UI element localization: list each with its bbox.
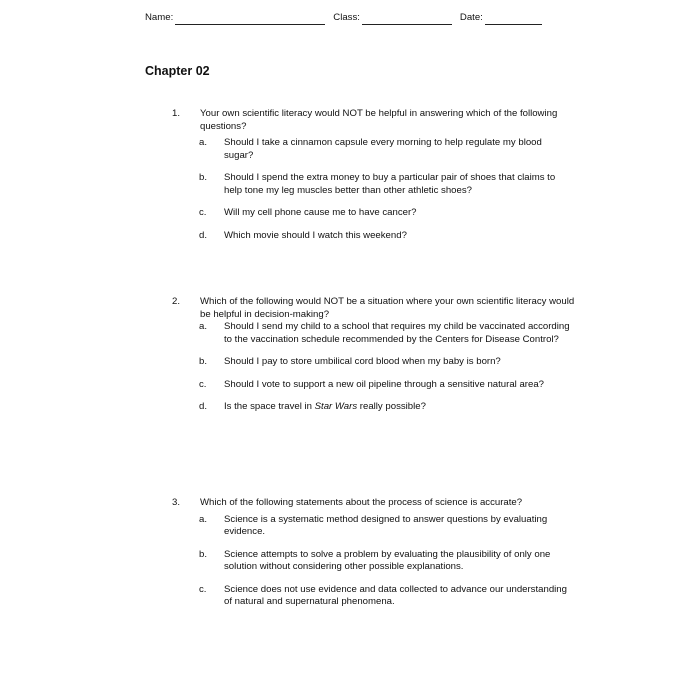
answer-option[interactable] — [172, 230, 577, 243]
option-letter: a. — [199, 513, 208, 525]
chapter-title: Chapter 02 — [145, 64, 210, 78]
date-field[interactable] — [460, 12, 542, 25]
option-letter: d. — [199, 401, 208, 412]
option-text-after: really possible? — [357, 401, 426, 412]
option-text — [224, 401, 577, 414]
answer-option[interactable] — [172, 207, 577, 220]
option-text: Should I pay to store umbilical cord blood when my baby is born? — [224, 356, 501, 367]
question-number: 1. — [172, 108, 181, 119]
option-text: Which movie should I watch this weekend? — [224, 229, 407, 241]
option-text: Science does not use evidence and data collected to advance our understanding of natural and supernatural phenomena. — [224, 583, 567, 607]
option-text: Science attempts to solve a problem by evaluating the plausibility of only one solution without considering other possible explanations. — [224, 548, 551, 572]
question-2 — [172, 296, 577, 414]
option-letter: c. — [199, 207, 207, 218]
question-3 — [172, 497, 577, 609]
question-number: 3. — [172, 497, 181, 508]
option-text: Should I take a cinnamon capsule every morning to help regulate my blood sugar? — [224, 137, 542, 161]
date-label: Date: — [459, 12, 483, 23]
date-blank-line[interactable] — [485, 15, 542, 25]
class-field[interactable] — [333, 12, 452, 25]
answer-option[interactable] — [172, 172, 577, 197]
answer-option[interactable] — [172, 137, 577, 162]
option-text-before: Is the space travel in — [224, 401, 315, 412]
option-text: Science is a systematic method designed to answer questions by evaluating evidence. — [224, 513, 548, 537]
question-text: Your own scientific literacy would NOT be helpful in answering which of the following questions? — [200, 108, 558, 132]
answer-option[interactable] — [172, 379, 577, 392]
name-field[interactable] — [145, 12, 325, 25]
answer-option[interactable] — [172, 321, 577, 346]
option-letter: b. — [199, 356, 208, 367]
option-text: Will my cell phone cause me to have cancer? — [224, 207, 417, 218]
question-number: 2. — [172, 296, 181, 307]
class-blank-line[interactable] — [362, 15, 452, 25]
student-info-header — [145, 12, 542, 25]
answer-option[interactable] — [172, 549, 577, 574]
answer-option[interactable] — [172, 401, 577, 414]
question-text: Which of the following statements about the process of science is accurate? — [200, 497, 523, 508]
name-label: Name: — [145, 12, 174, 23]
option-letter: c. — [199, 583, 207, 595]
question-text: Which of the following would NOT be a situation where your own scientific literacy would be helpful in decision-making? — [200, 296, 575, 320]
name-blank-line[interactable] — [175, 15, 325, 25]
class-label: Class: — [333, 12, 360, 23]
option-letter: c. — [199, 378, 207, 390]
option-letter: a. — [199, 137, 208, 148]
answer-option[interactable] — [172, 514, 577, 539]
option-letter: d. — [199, 229, 208, 241]
answer-option[interactable] — [172, 356, 577, 369]
option-text: Should I vote to support a new oil pipeline through a sensitive natural area? — [224, 378, 544, 390]
option-letter: b. — [199, 548, 208, 560]
option-text: Should I spend the extra money to buy a particular pair of shoes that claims to help tone my leg muscles better than other athletic shoes? — [224, 172, 556, 196]
question-1 — [172, 108, 577, 242]
option-letter: a. — [199, 321, 208, 332]
option-text: Should I send my child to a school that requires my child be vaccinated according to the vaccination schedule recommended by the Centers for Disease Control? — [224, 321, 570, 345]
movie-title-italic: Star Wars — [314, 401, 358, 412]
answer-option[interactable] — [172, 584, 577, 609]
option-letter: b. — [199, 172, 208, 183]
